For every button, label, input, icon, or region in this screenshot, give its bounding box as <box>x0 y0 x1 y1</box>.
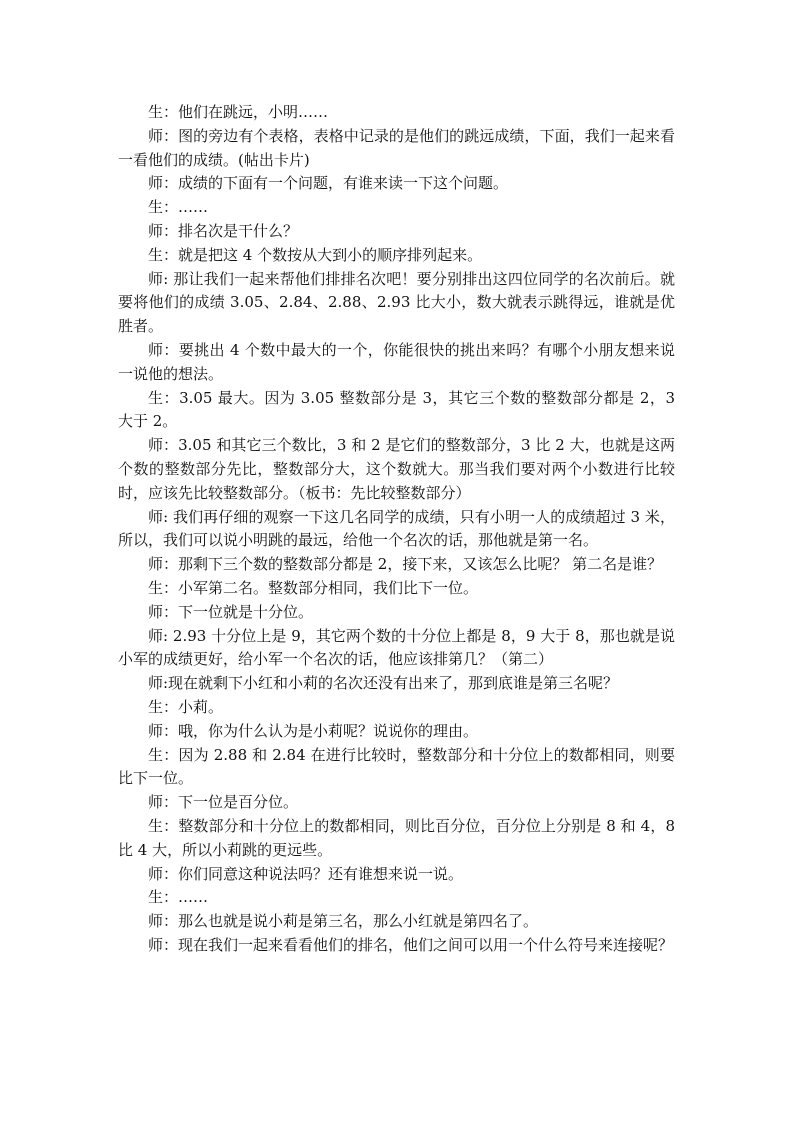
paragraph: 师：下一位就是十分位。 <box>148 602 314 621</box>
paragraph: 生：小军第二名。整数部分相同，我们比下一位。 <box>148 578 479 597</box>
paragraph: 生：他们在跳远，小明…… <box>148 103 329 121</box>
paragraph: 师：哦，你为什么认为是小莉呢？说说你的理由。 <box>148 721 479 740</box>
paragraph: 师：3.05 和其它三个数比，3 和 2 是它们的整数部分，3 比 2 大，也就是这两个数的整数部分先比，整数部分大，这个数就大。那当我们要对两个小数进行比较时，应该先比较整数部分。（板书：先比较整数部分） <box>118 436 675 502</box>
paragraph: 生：因为 2.88 和 2.84 在进行比较时，整数部分和十分位上的数都相同，则要比下一位。 <box>118 745 675 788</box>
paragraph: 生：整数部分和十分位上的数都相同，则比百分位，百分位上分别是 8 和 4，8 比 4 大，所以小莉跳的更远些。 <box>118 816 675 859</box>
paragraph: 生：…… <box>148 888 209 907</box>
paragraph: 师: 我们再仔细的观察一下这几名同学的成绩，只有小明一人的成绩超过 3 米，所以，我们可以说小明跳的最远，给他一个名次的话，那他就是第一名。 <box>118 507 675 550</box>
paragraph: 师:现在就剩下小红和小莉的名次还没有出来了，那到底谁是第三名呢？ <box>148 674 619 693</box>
paragraph: 师: 2.93 十分位上是 9，其它两个数的十分位上都是 8，9 大于 8，那也就是说小军的成绩更好，给小军一个名次的话，他应该排第几？（第二） <box>118 626 675 669</box>
lesson-transcript <box>118 101 675 958</box>
paragraph: 生：就是把这 4 个数按从大到小的顺序排列起来。 <box>148 245 483 264</box>
paragraph: 师：下一位是百分位。 <box>148 793 299 812</box>
paragraph: 生：小莉。 <box>148 697 224 716</box>
paragraph: 师：那么也就是说小莉是第三名，那么小红就是第四名了。 <box>148 912 539 931</box>
paragraph: 师：你们同意这种说法吗？还有谁想来说一说。 <box>148 864 464 883</box>
paragraph: 师：排名次是干什么？ <box>148 221 299 240</box>
paragraph: 师：成绩的下面有一个问题，有谁来读一下这个问题。 <box>148 174 509 193</box>
paragraph: 师：那剩下三个数的整数部分都是 2，接下来，又该怎么比呢？ 第二名是谁？ <box>148 555 663 574</box>
paragraph: 师：图的旁边有个表格，表格中记录的是他们的跳远成绩，下面，我们一起来看一看他们的成绩。(帖出卡片) <box>118 126 675 169</box>
paragraph: 生：…… <box>148 198 209 217</box>
paragraph: 生：3.05 最大。因为 3.05 整数部分是 3，其它三个数的整数部分都是 2，3 大于 2。 <box>118 388 675 431</box>
paragraph: 师：要挑出 4 个数中最大的一个，你能很快的挑出来吗？有哪个小朋友想来说一说他的想法。 <box>118 340 675 383</box>
paragraph: 师: 那让我们一起来帮他们排排名次吧！要分别排出这四位同学的名次前后。就要将他们的成绩 3.05、2.84、2.88、2.93 比大小，数大就表示跳得远，谁就是优胜者。 <box>118 269 675 336</box>
paragraph: 师：现在我们一起来看看他们的排名，他们之间可以用一个什么符号来连接呢？ <box>148 935 674 954</box>
